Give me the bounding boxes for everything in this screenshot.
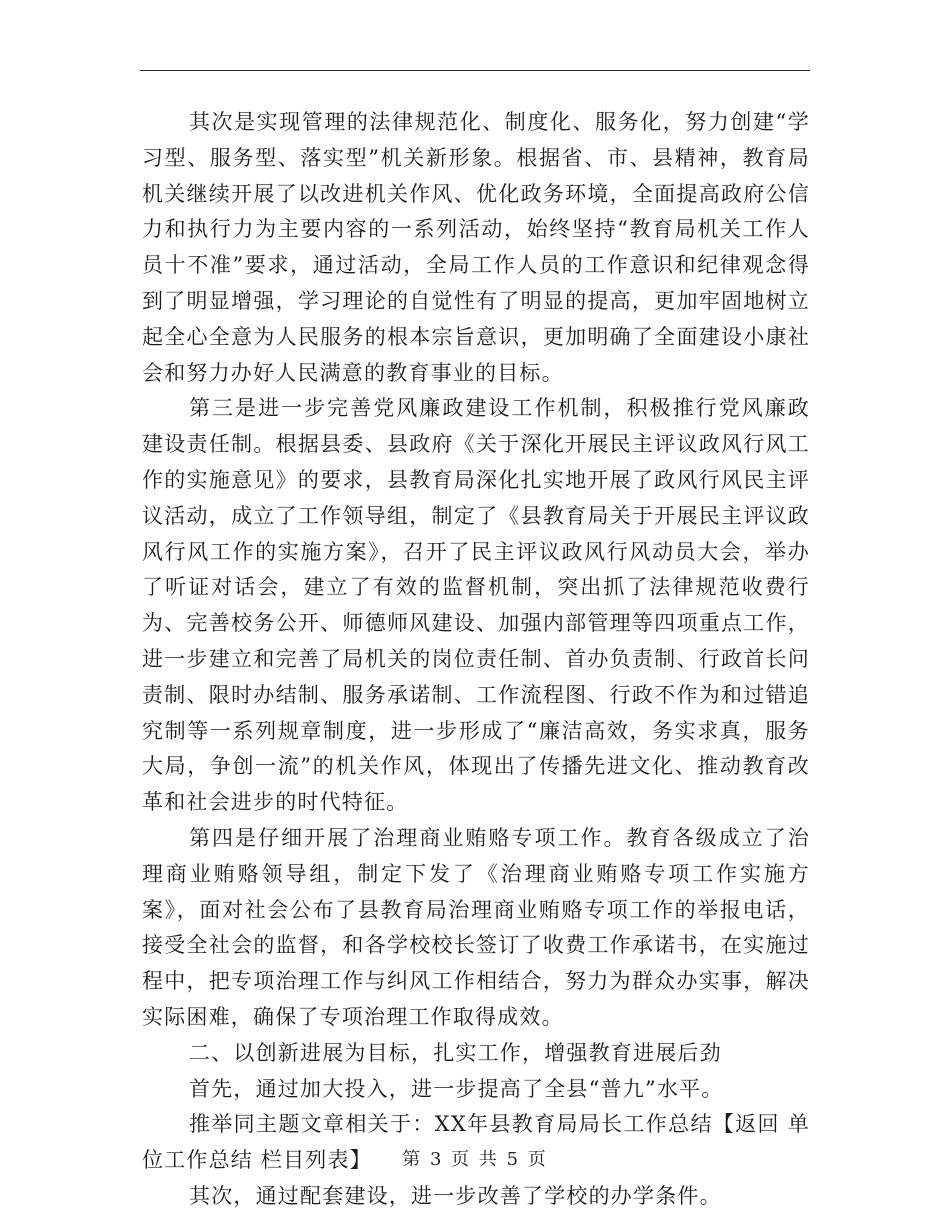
paragraph-investment: 首先，通过加大投入，进一步提高了全县“普九”水平。 <box>189 1076 724 1101</box>
paragraph-management: 其次是实现管理的法律规范化、制度化、服务化，努力创建“学习型、服务型、落实型”机关新形象。根据省、市、县精神，教育局机关继续开展了以改进机关作风、优化政务环境，全面提高政府公信力和执行力为主要内容的一系列活动，始终坚持“教育局机关工作人员十不准”要求，通过活动，全局工作人员的工作意识和纪律观念得到了明显增强，学习理论的自觉性有了明显的提高，更加牢固地树立起全心全意为人民服务的根本宗旨意识，更加明确了全面建设小康社会和努力办好人民满意的教育事业的目标。 <box>142 110 810 385</box>
paragraph-anti-corruption: 第三是进一步完善党风廉政建设工作机制，积极推行党风廉政建设责任制。根据县委、县政府《关于深化开展民主评议政风行风工作的实施意见》的要求，县教育局深化扎实地开展了政风行风民主评议活动，成立了工作领导组，制定了《县教育局关于开展民主评议政风行风工作的实施方案》，召开了民主评议政风行风动员大会，举办了听证对话会，建立了有效的监督机制，突出抓了法律规范收费行为、完善校务公开、师德师风建设、加强内部管理等四项重点工作，进一步建立和完善了局机关的岗位责任制、首办负责制、行政首长问责制、限时办结制、服务承诺制、工作流程图、行政不作为和过错追究制等一系列规章制度，进一步形成了“廉洁高效，务实求真，服务大局，争创一流”的机关作风，体现出了传播先进文化、推动教育改革和社会进步的时代特征。 <box>142 396 810 815</box>
paragraph-related-articles: 推举同主题文章相关于：XX年县教育局局长工作总结【返回 单位工作总结 栏目列表】 <box>142 1112 810 1173</box>
section-heading-innovation: 二、以创新进展为目标，扎实工作，增强教育进展后劲 <box>189 1040 722 1065</box>
paragraph-construction: 其次，通过配套建设，进一步改善了学校的办学条件。 <box>189 1183 722 1208</box>
document-body <box>142 105 810 1215</box>
paragraph-bribery-governance: 第四是仔细开展了治理商业贿赂专项工作。教育各级成立了治理商业贿赂领导组，制定下发了《治理商业贿赂专项工作实施方案》，面对社会公布了县教育局治理商业贿赂专项工作的举报电话，接受全社会的监督，和各学校校长签订了收费工作承诺书，在实施过程中，把专项治理工作与纠风工作相结合，努力为群众办实事，解决实际困难，确保了专项治理工作取得成效。 <box>142 825 810 1029</box>
page-number: 第 3 页 共 5 页 <box>402 1149 548 1170</box>
header-rule <box>140 70 810 71</box>
